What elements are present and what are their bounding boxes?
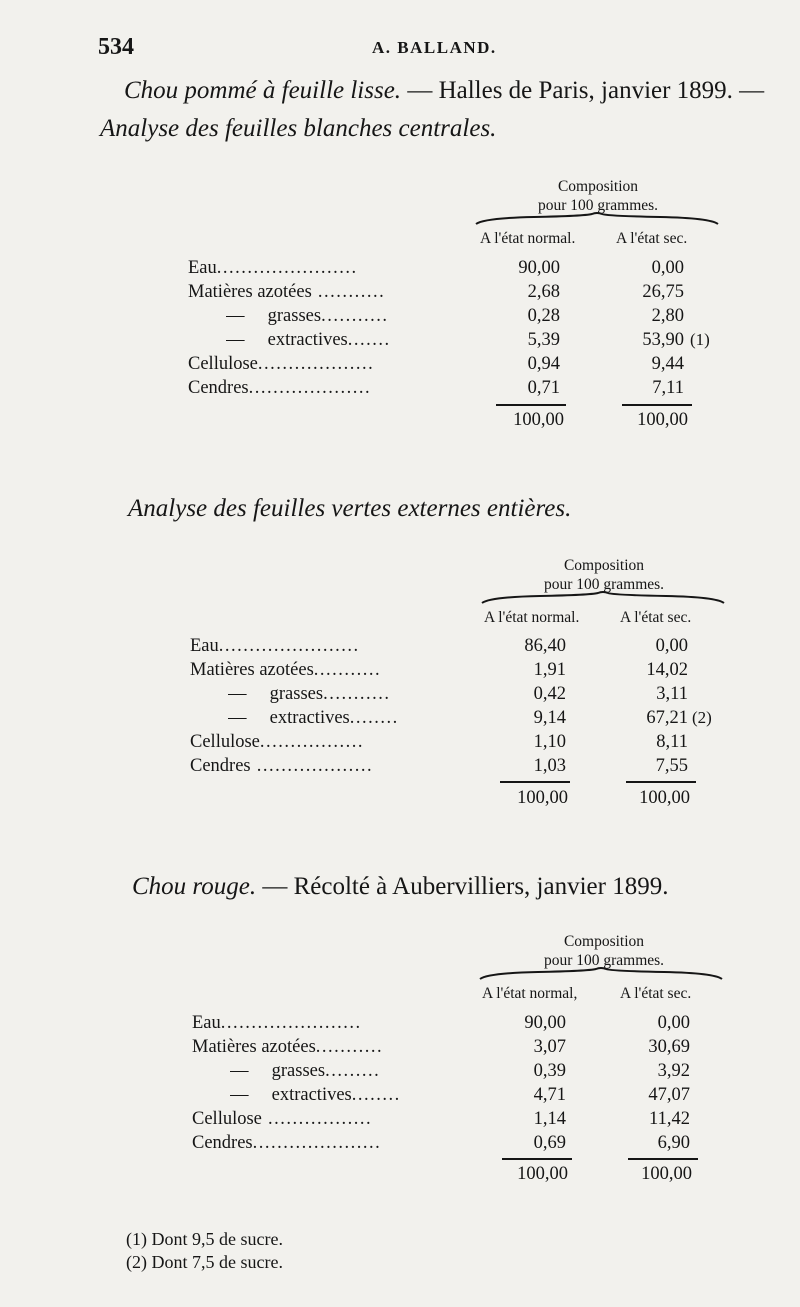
value-normal: 2,68 [527,282,560,302]
table-header-composition [484,932,724,970]
section-title-chou-pomme [100,72,780,148]
brace-icon [480,591,726,605]
table-header-composition [484,556,724,594]
table-row [0,1107,800,1131]
composition-line-1: Composition [557,178,639,195]
value-sec: 11,42 [649,1109,690,1129]
value-normal: 3,07 [533,1037,566,1057]
table-row [0,1083,800,1107]
row-label-grasses: — grasses......... [230,1061,381,1081]
value-normal: 1,03 [533,756,566,776]
value-sec: 0,00 [657,1013,690,1033]
value-sec: 2,80 [651,306,684,326]
table-row [0,376,800,400]
title-roman-part: — Halles de Paris, janvier 1899. — [401,77,765,104]
value-normal: 0,39 [533,1061,566,1081]
table-row [0,1035,800,1059]
value-normal: 0,28 [527,306,560,326]
brace-icon [478,967,724,981]
value-normal: 1,10 [533,732,566,752]
footnote-ref: (2) [692,708,712,727]
total-sec: 100,00 [637,410,688,430]
page-number: 534 [98,34,134,60]
row-label-grasses: — grasses........... [226,306,389,326]
section-title-chou-rouge [132,868,800,906]
row-label-azotees: Matières azotées ........... [188,282,386,302]
footnote-ref: (1) [690,330,710,349]
table-row [0,706,800,730]
value-sec: 3,92 [657,1061,690,1081]
section-title-feuilles-vertes: Analyse des feuilles vertes externes entières. [128,495,572,522]
row-label-grasses: — grasses........... [228,684,391,704]
column-header-normal: A l'état normal. [480,230,576,247]
value-sec: 8,11 [656,732,688,752]
table-row [0,304,800,328]
value-sec: 47,07 [648,1085,690,1105]
value-sec: 53,90 [642,330,684,350]
row-label-eau: Eau....................... [188,258,358,278]
value-sec: 3,11 [656,684,688,704]
row-label-extractives: — extractives........ [228,708,399,728]
column-header-sec: A l'état sec. [616,230,688,247]
value-normal: 4,71 [533,1085,566,1105]
value-normal: 1,14 [533,1109,566,1129]
table-row [0,280,800,304]
footnotes [126,1228,283,1274]
value-normal: 0,94 [527,354,560,374]
total-normal: 100,00 [517,1164,568,1184]
row-label-azotees: Matières azotées........... [192,1037,384,1057]
value-sec: 14,02 [646,660,688,680]
table-header-composition [478,177,718,215]
value-normal: 0,42 [533,684,566,704]
row-label-cendres: Cendres.................... [188,378,372,398]
table-row [0,352,800,376]
value-normal: 90,00 [518,258,560,278]
value-normal: 86,40 [524,636,566,656]
value-normal: 5,39 [527,330,560,350]
table-row [0,730,800,754]
column-header-sec: A l'état sec. [620,985,692,1002]
composition-line-2: pour 100 grammes. [543,576,665,593]
total-normal: 100,00 [513,410,564,430]
footnote-2: (2) Dont 7,5 de sucre. [126,1252,283,1272]
value-normal: 0,71 [527,378,560,398]
table-row [0,1131,800,1155]
value-sec: 0,00 [655,636,688,656]
table-row [0,658,800,682]
value-normal: 90,00 [524,1013,566,1033]
row-label-cendres: Cendres..................... [192,1133,382,1153]
table-row [0,634,800,658]
value-sec: 30,69 [648,1037,690,1057]
sum-rule [628,1158,698,1160]
total-normal: 100,00 [517,788,568,808]
value-normal: 9,14 [533,708,566,728]
value-sec: 6,90 [657,1133,690,1153]
title-italic-part: Chou pommé à feuille lisse. [124,77,402,104]
table-row [0,754,800,778]
table-row [0,682,800,706]
sum-rule [496,404,566,406]
value-normal: 0,69 [533,1133,566,1153]
title-italic-part-2: Analyse des feuilles blanches centrales. [100,115,497,142]
title-italic-part: Chou rouge. [132,873,257,900]
table-row [0,1011,800,1035]
composition-line-1: Composition [563,557,645,574]
column-header-normal: A l'état normal. [484,609,580,626]
row-label-extractives: — extractives........ [230,1085,401,1105]
table-row [0,328,800,352]
sum-rule [502,1158,572,1160]
value-sec: 7,55 [655,756,688,776]
value-sec: 9,44 [651,354,684,374]
running-head: A. BALLAND. [372,38,497,57]
composition-line-2: pour 100 grammes. [543,952,665,969]
composition-line-2: pour 100 grammes. [537,197,659,214]
value-sec: 0,00 [651,258,684,278]
sum-rule [500,781,570,783]
value-sec: 26,75 [642,282,684,302]
row-label-cellulose: Cellulose................... [188,354,375,374]
sum-rule [626,781,696,783]
row-label-eau: Eau....................... [190,636,360,656]
row-label-cendres: Cendres ................... [190,756,374,776]
page-header [0,34,800,64]
sum-rule [622,404,692,406]
value-sec: 7,11 [652,378,684,398]
row-label-azotees: Matières azotées........... [190,660,382,680]
column-header-sec: A l'état sec. [620,609,692,626]
footnote-1: (1) Dont 9,5 de sucre. [126,1229,283,1249]
table-row [0,1059,800,1083]
total-sec: 100,00 [639,788,690,808]
title-roman-part: — Récolté à Aubervilliers, janvier 1899. [256,873,669,900]
composition-line-1: Composition [563,933,645,950]
row-label-extractives: — extractives....... [226,330,391,350]
value-sec: 67,21 [646,708,688,728]
column-header-normal: A l'état normal, [482,985,578,1002]
row-label-eau: Eau....................... [192,1013,362,1033]
table-row [0,256,800,280]
brace-icon [474,212,720,226]
total-sec: 100,00 [641,1164,692,1184]
row-label-cellulose: Cellulose ................. [192,1109,373,1129]
value-normal: 1,91 [533,660,566,680]
row-label-cellulose: Cellulose................. [190,732,365,752]
